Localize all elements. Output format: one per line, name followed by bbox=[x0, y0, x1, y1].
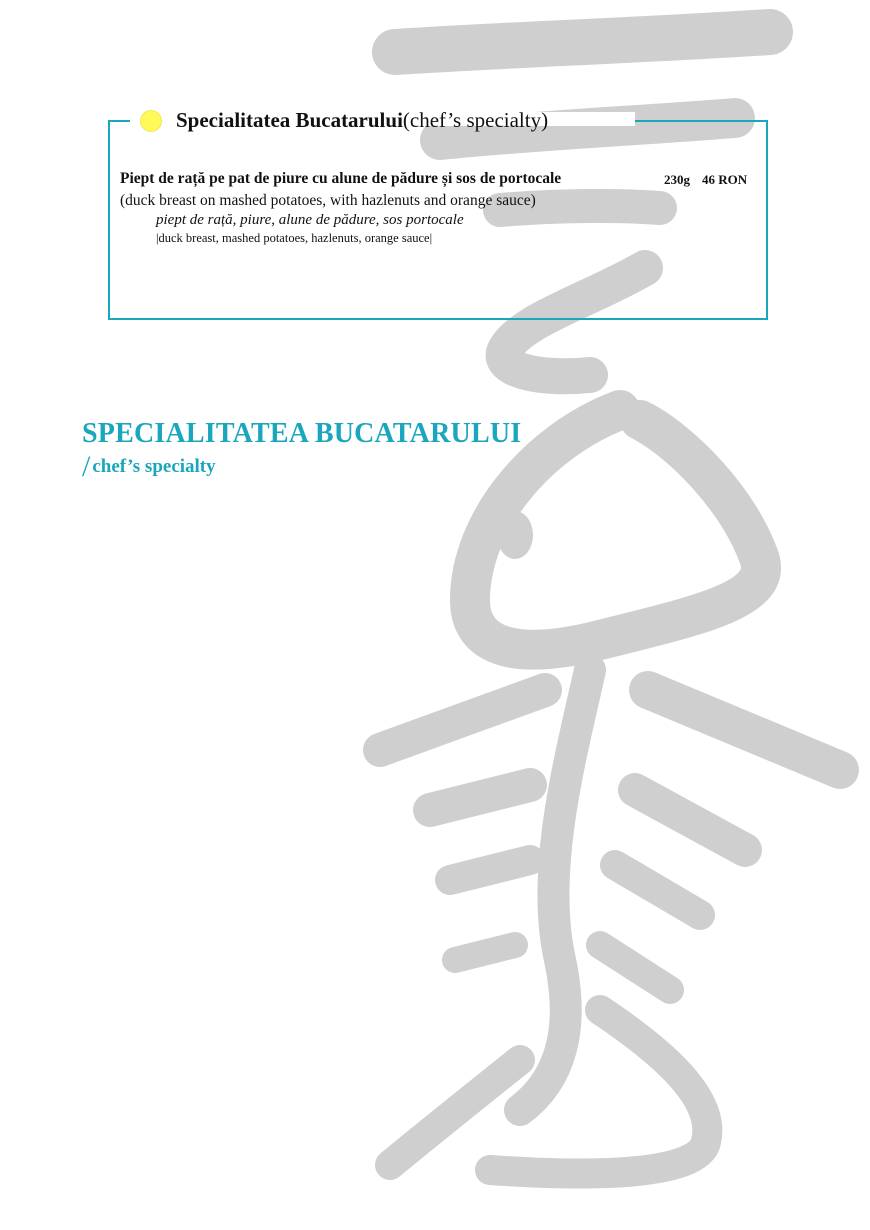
box-title-bold: Specialitatea Bucatarului bbox=[176, 108, 403, 132]
dish-meta bbox=[664, 172, 747, 188]
section-subtitle bbox=[82, 450, 216, 484]
dish-price: 46 RON bbox=[702, 172, 748, 187]
box-title-rest: (chef’s specialty) bbox=[402, 108, 549, 132]
dish-ingredients: piept de rață, piure, alune de pădure, sos portocale bbox=[156, 212, 464, 228]
yellow-dot-icon bbox=[140, 110, 162, 132]
section-slash: / bbox=[82, 450, 91, 483]
dish-name: Piept de rață pe pat de piure cu alune de pădure și sos de portocale bbox=[120, 170, 562, 187]
dish-name-english: (duck breast on mashed potatoes, with hazlenuts and orange sauce) bbox=[120, 192, 536, 209]
section-subtitle-text: chef’s specialty bbox=[92, 456, 216, 477]
section-title: SPECIALITATEA BUCATARULUI bbox=[82, 418, 522, 449]
dish-ingredients-english: |duck breast, mashed potatoes, hazlenuts, orange sauce| bbox=[156, 231, 433, 245]
dish-weight: 230g bbox=[664, 172, 690, 187]
box-title bbox=[130, 108, 558, 133]
